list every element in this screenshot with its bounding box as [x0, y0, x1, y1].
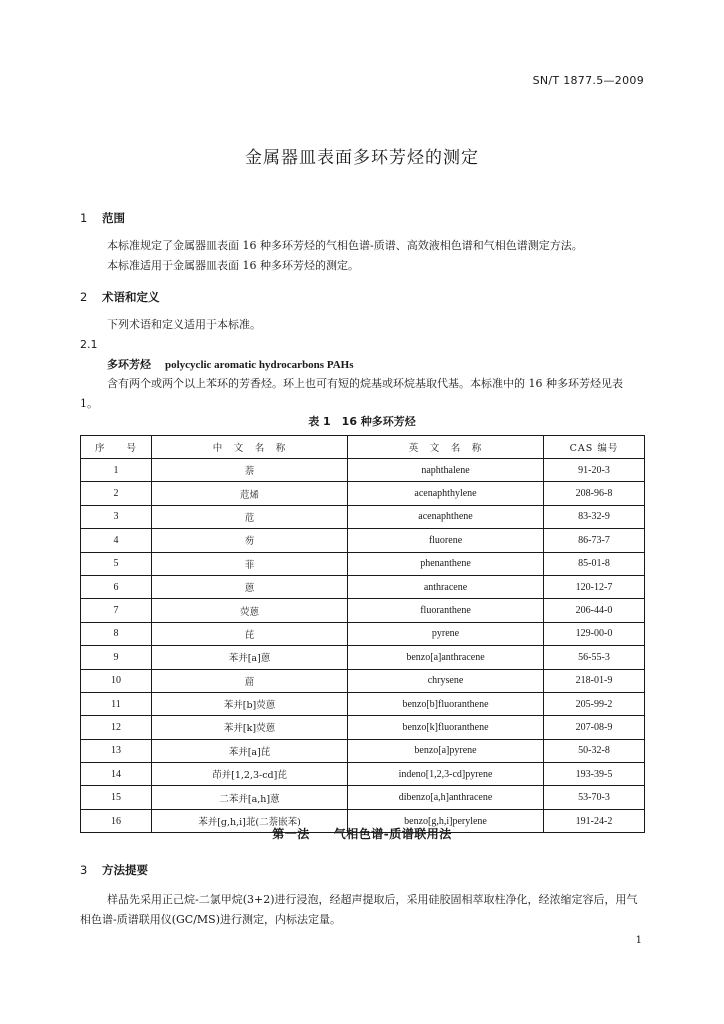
table-row: [81, 575, 645, 598]
table-row: [81, 529, 645, 552]
term-chinese: 多环芳烃: [107, 358, 151, 371]
subsection-number: 2.1: [80, 338, 98, 351]
table-row: [81, 622, 645, 645]
row-english-name: anthracene: [348, 575, 544, 598]
row-cas-number: 83-32-9: [544, 505, 645, 528]
section-1-paragraph-2: 本标准适用于金属器皿表面 16 种多环芳烃的测定。: [107, 259, 359, 272]
row-english-name: fluorene: [348, 529, 544, 552]
table-caption: 表 1 16 种多环芳烃: [308, 415, 416, 428]
header-chinese-name: 中 文 名 称: [152, 436, 348, 459]
row-cas-number: 56-55-3: [544, 646, 645, 669]
row-cas-number: 50-32-8: [544, 739, 645, 762]
table-row: [81, 763, 645, 786]
row-english-name: dibenzo[a,h]anthracene: [348, 786, 544, 809]
row-english-name: naphthalene: [348, 459, 544, 482]
pah-table: [80, 435, 645, 833]
header-index: 序 号: [81, 436, 152, 459]
row-chinese-name: 芘: [152, 622, 348, 645]
section-3-heading: [80, 862, 148, 878]
table-row: [81, 646, 645, 669]
row-cas-number: 193-39-5: [544, 763, 645, 786]
row-index: 13: [81, 739, 152, 762]
part-label: 第一法: [272, 827, 310, 841]
row-chinese-name: 荧蒽: [152, 599, 348, 622]
term-entry: [107, 356, 354, 372]
row-chinese-name: 苊: [152, 505, 348, 528]
row-english-name: acenaphthylene: [348, 482, 544, 505]
table-body: [81, 459, 645, 833]
part-title: [0, 825, 724, 842]
page-number: 1: [635, 935, 642, 946]
row-english-name: chrysene: [348, 669, 544, 692]
row-index: 10: [81, 669, 152, 692]
part-name: 气相色谱-质谱联用法: [333, 827, 452, 841]
row-chinese-name: 苯并[g,h,i]苝(二萘嵌苯): [152, 809, 348, 832]
table-row: [81, 669, 645, 692]
row-english-name: benzo[b]fluoranthene: [348, 692, 544, 715]
row-english-name: indeno[1,2,3-cd]pyrene: [348, 763, 544, 786]
row-cas-number: 53-70-3: [544, 786, 645, 809]
term-definition: 含有两个或两个以上苯环的芳香烃。环上也可有短的烷基或环烷基取代基。本标准中的 16 种多环芳烃见表 1。: [80, 377, 623, 410]
section-2-title: 术语和定义: [102, 290, 160, 304]
table-row: [81, 786, 645, 809]
table-row: [81, 739, 645, 762]
row-chinese-name: 茚并[1,2,3-cd]芘: [152, 763, 348, 786]
term-english: polycyclic aromatic hydrocarbons PAHs: [165, 359, 354, 371]
row-english-name: fluoranthene: [348, 599, 544, 622]
row-cas-number: 85-01-8: [544, 552, 645, 575]
table-row: [81, 482, 645, 505]
row-chinese-name: 蒽: [152, 575, 348, 598]
row-index: 2: [81, 482, 152, 505]
section-3-number: 3: [80, 863, 88, 877]
row-english-name: acenaphthene: [348, 505, 544, 528]
row-english-name: pyrene: [348, 622, 544, 645]
row-index: 3: [81, 505, 152, 528]
section-1-title: 范围: [102, 211, 125, 225]
row-cas-number: 206-44-0: [544, 599, 645, 622]
row-cas-number: 207-08-9: [544, 716, 645, 739]
section-3-paragraph: 样品先采用正己烷-二氯甲烷(3+2)进行浸泡，经超声提取后，采用硅胶固相萃取柱净化，经浓缩定容后，用气相色谱-质谱联用仪(GC/MS)进行测定，内标法定量。: [80, 893, 638, 926]
row-index: 14: [81, 763, 152, 786]
row-cas-number: 218-01-9: [544, 669, 645, 692]
row-chinese-name: 䓛: [152, 669, 348, 692]
row-index: 4: [81, 529, 152, 552]
table-row: [81, 716, 645, 739]
row-chinese-name: 苯并[a]蒽: [152, 646, 348, 669]
row-index: 9: [81, 646, 152, 669]
row-index: 6: [81, 575, 152, 598]
row-chinese-name: 苯并[k]荧蒽: [152, 716, 348, 739]
header-cas-number: CAS 编号: [544, 436, 645, 459]
row-chinese-name: 二苯并[a,h]蒽: [152, 786, 348, 809]
row-chinese-name: 菲: [152, 552, 348, 575]
table-header-row: [81, 436, 645, 459]
row-index: 7: [81, 599, 152, 622]
row-cas-number: 120-12-7: [544, 575, 645, 598]
row-english-name: benzo[k]fluoranthene: [348, 716, 544, 739]
standard-code: SN/T 1877.5—2009: [532, 74, 644, 87]
table-row: [81, 599, 645, 622]
row-index: 5: [81, 552, 152, 575]
section-1-paragraph-1: 本标准规定了金属器皿表面 16 种多环芳烃的气相色谱-质谱、高效液相色谱和气相色谱测定方法。: [107, 239, 583, 252]
row-chinese-name: 苯并[b]荧蒽: [152, 692, 348, 715]
row-chinese-name: 萘: [152, 459, 348, 482]
row-english-name: benzo[a]pyrene: [348, 739, 544, 762]
table-row: [81, 552, 645, 575]
section-3-title: 方法提要: [102, 863, 148, 877]
document-title: 金属器皿表面多环芳烃的测定: [245, 148, 479, 168]
row-chinese-name: 苊烯: [152, 482, 348, 505]
row-english-name: phenanthene: [348, 552, 544, 575]
section-1-number: 1: [80, 211, 88, 225]
row-index: 11: [81, 692, 152, 715]
table-row: [81, 692, 645, 715]
row-english-name: benzo[a]anthracene: [348, 646, 544, 669]
row-index: 1: [81, 459, 152, 482]
row-index: 16: [81, 809, 152, 832]
row-cas-number: 205-99-2: [544, 692, 645, 715]
table-row: [81, 505, 645, 528]
row-index: 15: [81, 786, 152, 809]
row-chinese-name: 芴: [152, 529, 348, 552]
row-cas-number: 191-24-2: [544, 809, 645, 832]
row-english-name: benzo[g,h,i]perylene: [348, 809, 544, 832]
section-2-intro: 下列术语和定义适用于本标准。: [107, 318, 261, 331]
section-1-heading: [80, 210, 125, 226]
row-cas-number: 129-00-0: [544, 622, 645, 645]
table-row: [81, 459, 645, 482]
row-index: 12: [81, 716, 152, 739]
row-index: 8: [81, 622, 152, 645]
header-english-name: 英 文 名 称: [348, 436, 544, 459]
section-2-number: 2: [80, 290, 88, 304]
row-chinese-name: 苯并[a]芘: [152, 739, 348, 762]
section-2-heading: [80, 289, 160, 305]
row-cas-number: 86-73-7: [544, 529, 645, 552]
row-cas-number: 208-96-8: [544, 482, 645, 505]
row-cas-number: 91-20-3: [544, 459, 645, 482]
